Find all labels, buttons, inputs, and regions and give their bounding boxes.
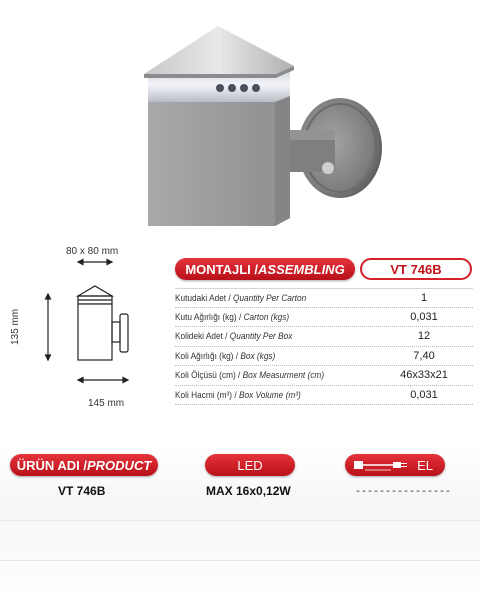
spec-label: Kolideki Adet / Quantity Per Box [175, 331, 293, 342]
spec-label: Koli Ölçüsü (cm) / Box Measurment (cm) [175, 370, 325, 381]
assembling-label-tr: MONTAJLI / [185, 261, 259, 277]
product-code-badge: VT 746B [360, 258, 472, 280]
spec-row-box-measurement [175, 366, 473, 386]
spec-value: 1 [420, 291, 428, 304]
product-label-en: PRODUCT [87, 457, 152, 473]
spec-table [175, 288, 473, 405]
spec-value: 46x33x21 [400, 369, 448, 382]
el-badge [345, 454, 445, 476]
product-name-value: VT 746B [58, 484, 106, 498]
el-value: ---------------- [355, 487, 452, 498]
product-photo [130, 18, 390, 228]
spec-row-quantity-per-carton [175, 288, 473, 308]
spec-label: Kutu Ağırlığı (kg) / Carton (kgs) [175, 311, 290, 322]
top-dimension-label: 80 x 80 mm [66, 246, 119, 257]
product-name-badge [10, 454, 158, 476]
divider [0, 520, 480, 521]
assembling-label-en: ASSEMBLING [258, 261, 345, 277]
spec-value: 0,031 [410, 388, 438, 401]
product-label-tr: ÜRÜN ADI / [16, 457, 87, 473]
spec-value: 12 [417, 330, 431, 343]
spec-row-quantity-per-box [175, 327, 473, 347]
spec-row-box-weight [175, 347, 473, 367]
cable-plug-icon [353, 458, 409, 472]
spec-row-box-volume [175, 386, 473, 406]
spec-value: 7,40 [413, 349, 435, 362]
spec-value: 0,031 [410, 310, 438, 323]
led-badge: LED [205, 454, 295, 476]
divider [0, 560, 480, 561]
assembling-badge [175, 258, 355, 280]
bottom-dimension-label: 145 mm [88, 398, 125, 409]
spec-row-carton-weight [175, 308, 473, 328]
spec-label: Kutudaki Adet / Quantity Per Carton [175, 292, 307, 303]
side-dimension-label: 135 mm [10, 308, 21, 345]
led-value: MAX 16x0,12W [206, 484, 291, 498]
technical-drawing-icon [20, 240, 150, 410]
spec-label: Koli Hacmi (m³) / Box Volume (m³) [175, 389, 301, 400]
el-label: EL [417, 457, 433, 473]
spec-label: Koli Ağırlığı (kg) / Box (kgs) [175, 350, 276, 361]
